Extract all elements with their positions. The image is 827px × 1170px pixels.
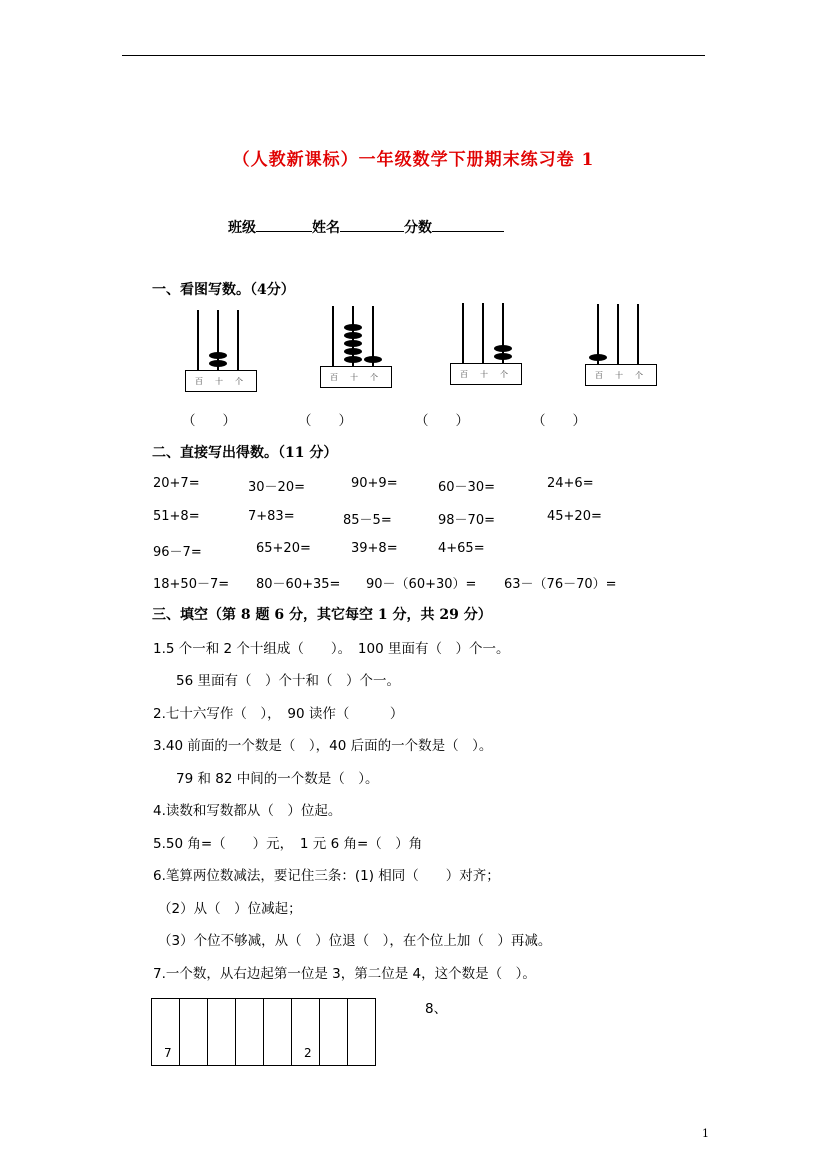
grid-cell	[320, 999, 348, 1066]
place-label: 个	[635, 371, 643, 380]
place-label: 十	[615, 371, 623, 380]
calc-item: 90+9=	[351, 476, 398, 491]
calc-item: 30－20=	[248, 480, 305, 495]
abacus-bead	[364, 356, 382, 363]
grid-cell	[264, 999, 292, 1066]
calc-item: 85－5=	[343, 513, 392, 528]
abacus-rod	[237, 310, 239, 370]
grid-cell	[208, 999, 236, 1066]
place-label: 十	[215, 377, 223, 386]
grid-cell: 2	[292, 999, 320, 1066]
grid-cell: 7	[152, 999, 180, 1066]
page-number: 1	[702, 1127, 709, 1140]
abacus-rod	[617, 304, 619, 364]
name-blank	[340, 216, 404, 232]
calc-item: 39+8=	[351, 541, 398, 556]
answer-blank-1: （ ）	[182, 413, 236, 429]
calc-item: 98－70=	[438, 513, 495, 528]
abacus-rod	[462, 303, 464, 363]
abacus-base	[185, 370, 257, 392]
abacus-bead	[209, 352, 227, 359]
abacus-bead	[344, 332, 362, 339]
calc-item: 4+65=	[438, 541, 485, 556]
place-label: 个	[370, 373, 378, 382]
question-line: 7.一个数，从右边起第一位是 3，第二位是 4，这个数是（ ）。	[153, 966, 536, 982]
grid-cell	[348, 999, 376, 1066]
calc-item: 18+50－7=	[153, 577, 230, 592]
question-line: 2.七十六写作（ ）， 90 读作（ ）	[153, 706, 404, 722]
class-blank	[256, 216, 312, 232]
calc-item: 24+6=	[547, 476, 594, 491]
calc-item: 63－（76－70）=	[504, 577, 617, 592]
abacus	[185, 310, 265, 402]
grid-cell	[236, 999, 264, 1066]
question-line: 5.50 角=（ ）元， 1 元 6 角=（ ）角	[153, 836, 423, 852]
abacus-base	[320, 366, 392, 388]
abacus-bead	[344, 348, 362, 355]
question-line: （2）从（ ）位减起；	[158, 901, 302, 917]
score-label: 分数	[404, 220, 432, 236]
place-label: 百	[460, 370, 468, 379]
place-label: 个	[500, 370, 508, 379]
calc-item: 45+20=	[547, 509, 602, 524]
abacus	[450, 303, 530, 395]
question-line: 1.5 个一和 2 个十组成（ ）。 100 里面有（ ）个一。	[153, 641, 510, 657]
calc-item: 80－60+35=	[256, 577, 341, 592]
abacus-bead	[344, 356, 362, 363]
calc-item: 96－7=	[153, 545, 202, 560]
question-line: 4.读数和写数都从（ ）位起。	[153, 803, 342, 819]
place-label: 十	[480, 370, 488, 379]
student-info-line	[228, 216, 504, 237]
place-label: 百	[595, 371, 603, 380]
abacus-rod	[482, 303, 484, 363]
place-label: 十	[350, 373, 358, 382]
calc-item: 60－30=	[438, 480, 495, 495]
section-3-heading: 三、填空（第 8 题 6 分，其它每空 1 分，共 29 分）	[152, 607, 492, 623]
section-2-heading: 二、直接写出得数。（11 分）	[152, 445, 338, 461]
question-line: （3）个位不够减，从（ ）位退（ ），在个位上加（ ）再减。	[158, 933, 552, 949]
abacus	[320, 306, 400, 398]
abacus-base	[585, 364, 657, 386]
calc-item: 65+20=	[256, 541, 311, 556]
abacus-bead	[344, 324, 362, 331]
question-line: 6.笔算两位数减法，要记住三条：(1) 相同（ ）对齐；	[153, 868, 500, 884]
abacus-bead	[494, 345, 512, 352]
calc-item: 90－（60+30）=	[366, 577, 477, 592]
abacus-rod	[197, 310, 199, 370]
abacus-bead	[344, 340, 362, 347]
calc-item: 20+7=	[153, 476, 200, 491]
abacus-base	[450, 363, 522, 385]
question-8-label: 8、	[425, 1001, 448, 1017]
abacus-bead	[589, 354, 607, 361]
score-blank	[432, 216, 504, 232]
header-rule	[122, 55, 705, 56]
abacus	[585, 304, 665, 396]
question-line: 3.40 前面的一个数是（ ），40 后面的一个数是（ ）。	[153, 738, 493, 754]
question-line: 56 里面有（ ）个十和（ ）个一。	[176, 673, 400, 689]
abacus-bead	[209, 360, 227, 367]
section-1-heading: 一、看图写数。（4分）	[152, 282, 295, 298]
answer-blank-2: （ ）	[298, 413, 352, 429]
abacus-rod	[332, 306, 334, 366]
class-label: 班级	[228, 220, 256, 236]
answer-blank-3: （ ）	[415, 413, 469, 429]
place-label: 百	[330, 373, 338, 382]
answer-blank-4: （ ）	[532, 413, 586, 429]
place-label: 个	[235, 377, 243, 386]
grid-cell	[180, 999, 208, 1066]
place-label: 百	[195, 377, 203, 386]
calc-item: 7+83=	[248, 509, 295, 524]
digit-grid	[151, 998, 376, 1066]
abacus-bead	[494, 353, 512, 360]
calc-item: 51+8=	[153, 509, 200, 524]
question-line: 79 和 82 中间的一个数是（ ）。	[176, 771, 379, 787]
page-title: （人教新课标）一年级数学下册期末练习卷 1	[232, 150, 595, 170]
abacus-rod	[637, 304, 639, 364]
name-label: 姓名	[312, 220, 340, 236]
